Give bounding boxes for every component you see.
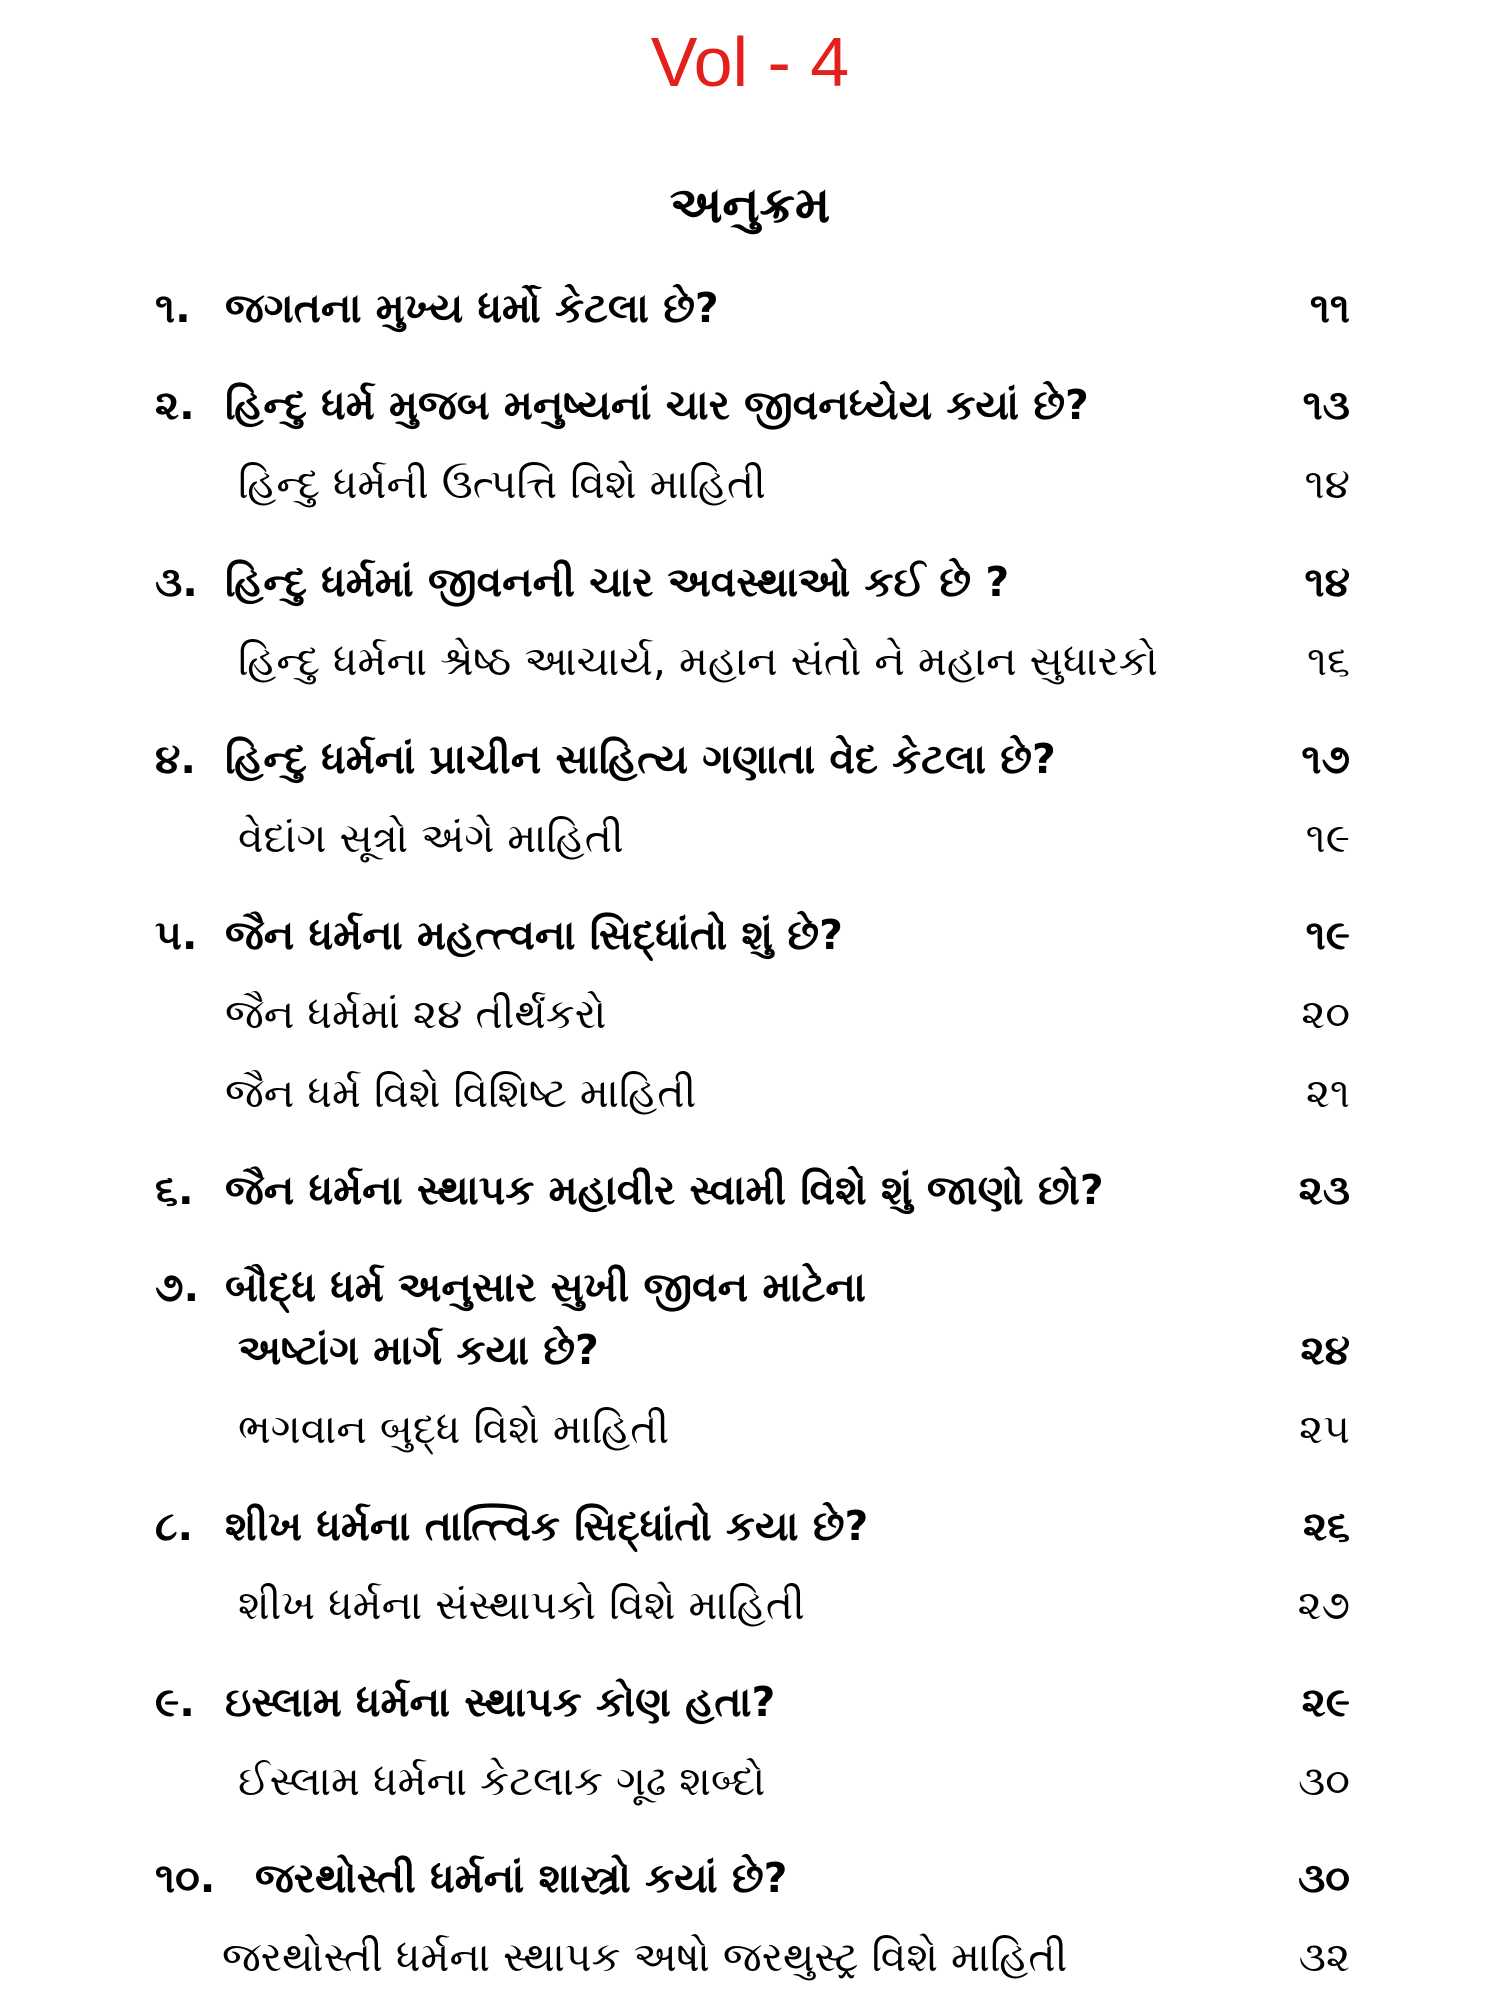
subentry-page: ૨૦ (1301, 990, 1350, 1038)
entry-page: ૨૯ (1301, 1678, 1350, 1726)
toc-entry-9 (0, 1667, 1500, 1737)
subentry-title: ઈસ્લામ ધર્મના કેટલાક ગૂઢ શબ્દો (238, 1757, 766, 1805)
entry-number: ૨. (155, 381, 195, 429)
entry-page: ૧૩ (1302, 381, 1350, 429)
entry-number: ૭. (155, 1263, 200, 1311)
subentry-title: જરથોસ્તી ધર્મના સ્થાપક અષો જરથુસ્ટ્ર વિશે માહિતી (222, 1933, 1068, 1981)
toc-subentry (0, 1922, 1500, 1992)
toc-subentry (0, 1394, 1500, 1464)
entry-number: ૧. (155, 284, 191, 332)
subentry-page: ૧૪ (1304, 460, 1350, 508)
entry-number: ૮. (155, 1502, 194, 1550)
subentry-page: ૨૧ (1305, 1069, 1350, 1117)
entry-title: હિન્દુ ધર્મમાં જીવનની ચાર અવસ્થાઓ કઈ છે ? (225, 558, 1010, 606)
entry-number: ૫. (155, 911, 198, 959)
toc-subentry (0, 449, 1500, 519)
entry-number: ૯. (155, 1678, 195, 1726)
subentry-title: હિન્દુ ધર્મની ઉત્પત્તિ વિશે માહિતી (238, 460, 766, 508)
subentry-title: જૈન ધર્મ વિશે વિશિષ્ટ માહિતી (225, 1069, 697, 1117)
toc-entry-5 (0, 900, 1500, 970)
volume-label: Vol - 4 (650, 23, 850, 101)
entry-title: બૌદ્ધ ધર્મ અનુસાર સુખી જીવન માટેના (225, 1263, 866, 1311)
entry-title: જગતના મુખ્ય ધર્મો કેટલા છે? (225, 284, 719, 332)
toc-entry-4 (0, 724, 1500, 794)
toc-entry-10 (0, 1843, 1500, 1913)
subentry-page: ૩૦ (1298, 1757, 1350, 1805)
page-title: અનુક્રમ (669, 176, 831, 234)
entry-title: શીખ ધર્મના તાત્ત્વિક સિદ્ધાંતો કયા છે? (225, 1502, 869, 1550)
entry-page: ૨૪ (1300, 1326, 1350, 1374)
entry-number: ૬. (155, 1166, 194, 1214)
entry-page: ૧૪ (1304, 558, 1350, 606)
entry-number: ૧૦. (155, 1854, 216, 1902)
subentry-title: જૈન ધર્મમાં ૨૪ તીર્થંકરો (225, 990, 607, 1038)
subentry-title: હિન્દુ ધર્મના શ્રેષ્ઠ આચાર્ય, મહાન સંતો ને મહાન સુધારકો (238, 637, 1158, 685)
entry-page: ૧૧ (1309, 284, 1350, 332)
toc-entry-2 (0, 370, 1500, 440)
toc-subentry (0, 1746, 1500, 1816)
toc-subentry (0, 626, 1500, 696)
entry-title: ઇસ્લામ ધર્મના સ્થાપક કોણ હતા? (225, 1678, 776, 1726)
entry-title: જૈન ધર્મના સ્થાપક મહાવીર સ્વામી વિશે શું જાણો છો? (225, 1166, 1104, 1214)
entry-number: ૩. (155, 558, 198, 606)
toc-subentry (0, 1570, 1500, 1640)
entry-page: ૧૭ (1301, 735, 1350, 783)
subentry-page: ૧૬ (1306, 637, 1350, 685)
toc-subentry (0, 803, 1500, 873)
toc-entry-7-continuation (0, 1315, 1500, 1385)
subentry-page: ૨૭ (1297, 1581, 1350, 1629)
entry-page: ૧૯ (1305, 911, 1350, 959)
toc-subentry (0, 979, 1500, 1049)
toc-subentry (0, 1058, 1500, 1128)
toc-entry-3 (0, 547, 1500, 617)
subentry-page: ૧૯ (1305, 814, 1350, 862)
entry-page: ૨૩ (1298, 1166, 1350, 1214)
entry-title: જરથોસ્તી ધર્મનાં શાસ્ત્રો કયાં છે? (255, 1854, 788, 1902)
entry-title-continuation: અષ્ટાંગ માર્ગ કયા છે? (238, 1326, 599, 1374)
entry-page: ૨૬ (1302, 1502, 1350, 1550)
toc-entry-6 (0, 1155, 1500, 1225)
entry-title: હિન્દુ ધર્મનાં પ્રાચીન સાહિત્ય ગણાતા વેદ કેટલા છે? (225, 735, 1056, 783)
toc-entry-7 (0, 1252, 1500, 1322)
entry-title: હિન્દુ ધર્મ મુજબ મનુષ્યનાં ચાર જીવનધ્યેય કયાં છે? (225, 381, 1089, 429)
entry-page: ૩૦ (1298, 1854, 1350, 1902)
entry-title: જૈન ધર્મના મહત્ત્વના સિદ્ધાંતો શું છે? (225, 911, 843, 959)
toc-entry-8 (0, 1491, 1500, 1561)
subentry-page: ૨૫ (1298, 1405, 1350, 1453)
subentry-title: ભગવાન બુદ્ધ વિશે માહિતી (238, 1405, 670, 1453)
toc-entry-1 (0, 273, 1500, 343)
subentry-page: ૩૨ (1298, 1933, 1350, 1981)
subentry-title: શીખ ધર્મના સંસ્થાપકો વિશે માહિતી (238, 1581, 805, 1629)
subentry-title: વેદાંગ સૂત્રો અંગે માહિતી (238, 814, 624, 862)
entry-number: ૪. (155, 735, 196, 783)
